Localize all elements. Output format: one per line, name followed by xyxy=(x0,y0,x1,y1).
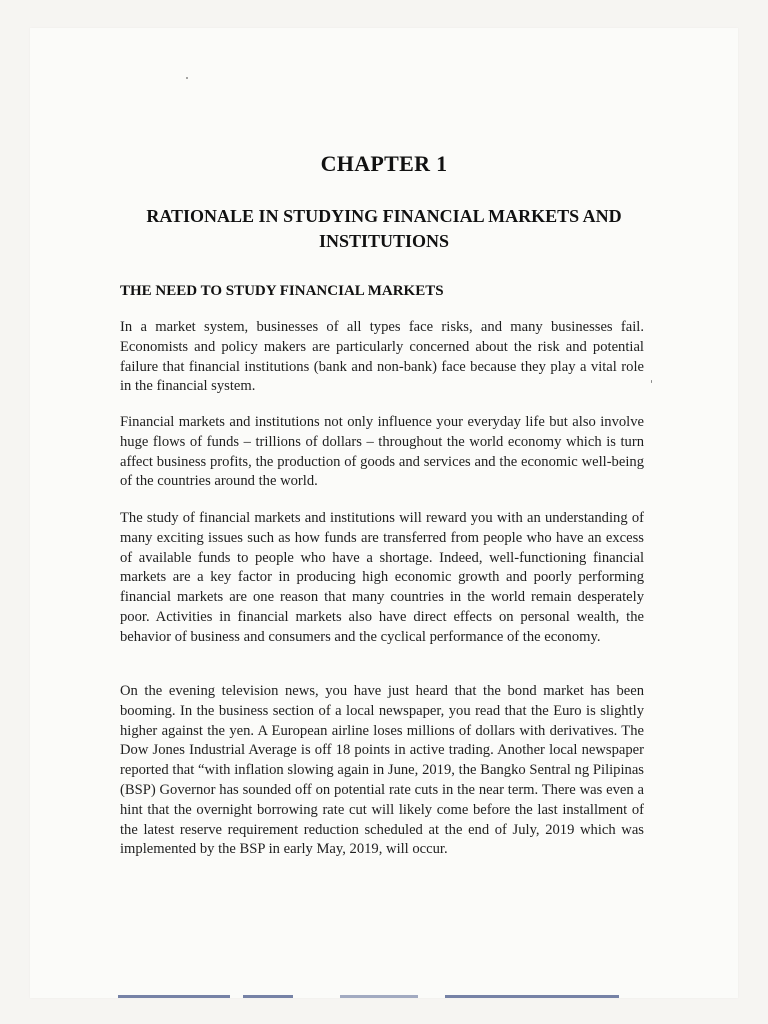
paragraph: In a market system, businesses of all types face risks, and many businesses fail. Economists and policy makers are particularly concerned about the risk and potential failure that financial institutions (bank and non-bank) face because they play a vital role in the financial system. xyxy=(120,319,644,395)
paragraph: The study of financial markets and institutions will reward you with an understanding of many exciting issues such as how funds are transferred from people who have an excess of available funds to people who have a shortage. Indeed, well-functioning financial markets are a key factor in producing high economic growth and poorly performing financial markets are one reason that many countries in the world remain desperately poor. Activities in financial markets also have direct effects on personal wealth, the behavior of business and consumers and the cyclical performance of the economy. xyxy=(120,510,644,645)
footer-rule xyxy=(340,995,418,998)
chapter-label: CHAPTER 1 xyxy=(320,151,448,176)
footer-rule xyxy=(118,995,230,998)
scan-speck xyxy=(186,77,188,79)
chapter-title: RATIONALE IN STUDYING FINANCIAL MARKETS AND INSTITUTIONS xyxy=(146,206,622,251)
scan-speck xyxy=(651,380,652,383)
paragraph: On the evening television news, you have just heard that the bond market has been booming. In the business section of a local newspaper, you read that the Euro is slightly higher against the yen. A European airline loses millions of dollars with derivatives. The Dow Jones Industrial Average is off 18 points in active trading. Another local newspaper reported that “with inflation slowing again in June, 2019, the Bangko Sentral ng Pilipinas (BSP) Governor has sounded off on potential rate cuts in the near term. There was even a hint that the overnight borrowing rate cut will likely come before the last installment of the latest reserve requirement reduction scheduled at the end of July, 2019 which was implemented by the BSP in early May, 2019, will occur. xyxy=(120,683,644,858)
footer-rule xyxy=(243,995,293,998)
footer-rule xyxy=(445,995,619,998)
section-heading: THE NEED TO STUDY FINANCIAL MARKETS xyxy=(120,283,444,299)
paragraph: Financial markets and institutions not only influence your everyday life but also involve huge flows of funds – trillions of dollars – throughout the world economy which is turn affect business profits, the production of goods and services and the economic well-being of the countries around the world. xyxy=(120,414,644,490)
